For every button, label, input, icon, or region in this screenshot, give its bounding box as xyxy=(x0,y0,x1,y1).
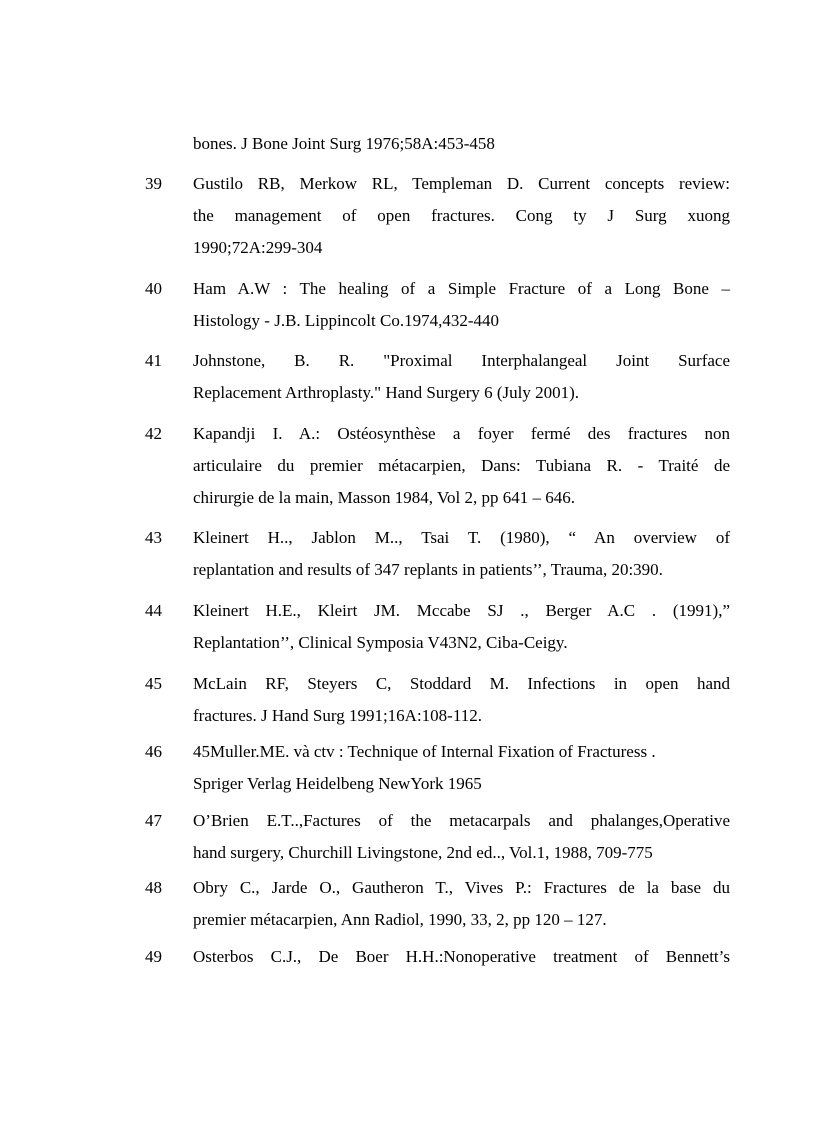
reference-line: Osterbos C.J., De Boer H.H.:Nonoperative treatment of Bennett’s xyxy=(193,947,730,966)
reference-text xyxy=(193,168,730,264)
reference-line: Ham A.W : The healing of a Simple Fracture of a Long Bone – xyxy=(193,279,730,298)
reference-number: 39 xyxy=(145,174,162,193)
reference-text xyxy=(193,418,730,514)
reference-line: Histology - J.B. Lippincolt Co.1974,432-440 xyxy=(193,311,499,330)
reference-number: 46 xyxy=(145,742,162,761)
reference-text xyxy=(193,805,730,869)
reference-text xyxy=(193,345,730,409)
reference-line: the management of open fractures. Cong ty J Surg xuong xyxy=(193,206,730,225)
reference-line: Replacement Arthroplasty." Hand Surgery 6 (July 2001). xyxy=(193,383,580,402)
reference-text xyxy=(193,522,730,586)
reference-line: McLain RF, Steyers C, Stoddard M. Infections in open hand xyxy=(193,674,730,693)
reference-text xyxy=(193,941,730,973)
reference-number: 43 xyxy=(145,528,162,547)
reference-number: 40 xyxy=(145,279,162,298)
reference-number: 48 xyxy=(145,878,162,897)
reference-number: 49 xyxy=(145,947,162,966)
reference-line: 45Muller.ME. và ctv : Technique of Internal Fixation of Fracturess . xyxy=(193,742,656,761)
reference-text xyxy=(193,273,730,337)
reference-line: Replantation’’, Clinical Symposia V43N2, Ciba-Ceigy. xyxy=(193,633,568,652)
reference-line: chirurgie de la main, Masson 1984, Vol 2, pp 641 – 646. xyxy=(193,488,576,507)
reference-number: 41 xyxy=(145,351,162,370)
reference-line: fractures. J Hand Surg 1991;16A:108-112. xyxy=(193,706,482,725)
reference-line: replantation and results of 347 replants in patients’’, Trauma, 20:390. xyxy=(193,560,663,579)
reference-text xyxy=(193,872,730,936)
reference-line: O’Brien E.T..,Factures of the metacarpals and phalanges,Operative xyxy=(193,811,730,830)
reference-number: 45 xyxy=(145,674,162,693)
reference-line: bones. J Bone Joint Surg 1976;58A:453-458 xyxy=(193,134,495,153)
reference-line: Obry C., Jarde O., Gautheron T., Vives P.: Fractures de la base du xyxy=(193,878,730,897)
reference-line: Gustilo RB, Merkow RL, Templeman D. Current concepts review: xyxy=(193,174,730,193)
reference-text xyxy=(193,595,730,659)
reference-number: 42 xyxy=(145,424,162,443)
reference-line: Kapandji I. A.: Ostéosynthèse a foyer fermé des fractures non xyxy=(193,424,730,443)
reference-line: Johnstone, B. R. "Proximal Interphalangeal Joint Surface xyxy=(193,351,730,370)
reference-line: Spriger Verlag Heidelbeng NewYork 1965 xyxy=(193,774,482,793)
reference-text xyxy=(193,668,730,732)
reference-line: premier métacarpien, Ann Radiol, 1990, 33, 2, pp 120 – 127. xyxy=(193,910,607,929)
reference-line: articulaire du premier métacarpien, Dans: Tubiana R. - Traité de xyxy=(193,456,730,475)
reference-text xyxy=(193,128,730,160)
reference-line: Kleinert H.E., Kleirt JM. Mccabe SJ ., Berger A.C . (1991),” xyxy=(193,601,730,620)
reference-number: 47 xyxy=(145,811,162,830)
reference-line: hand surgery, Churchill Livingstone, 2nd ed.., Vol.1, 1988, 709-775 xyxy=(193,843,653,862)
reference-number: 44 xyxy=(145,601,162,620)
reference-line: Kleinert H.., Jablon M.., Tsai T. (1980), “ An overview of xyxy=(193,528,730,547)
reference-text xyxy=(193,736,730,800)
reference-line: 1990;72A:299-304 xyxy=(193,238,323,257)
